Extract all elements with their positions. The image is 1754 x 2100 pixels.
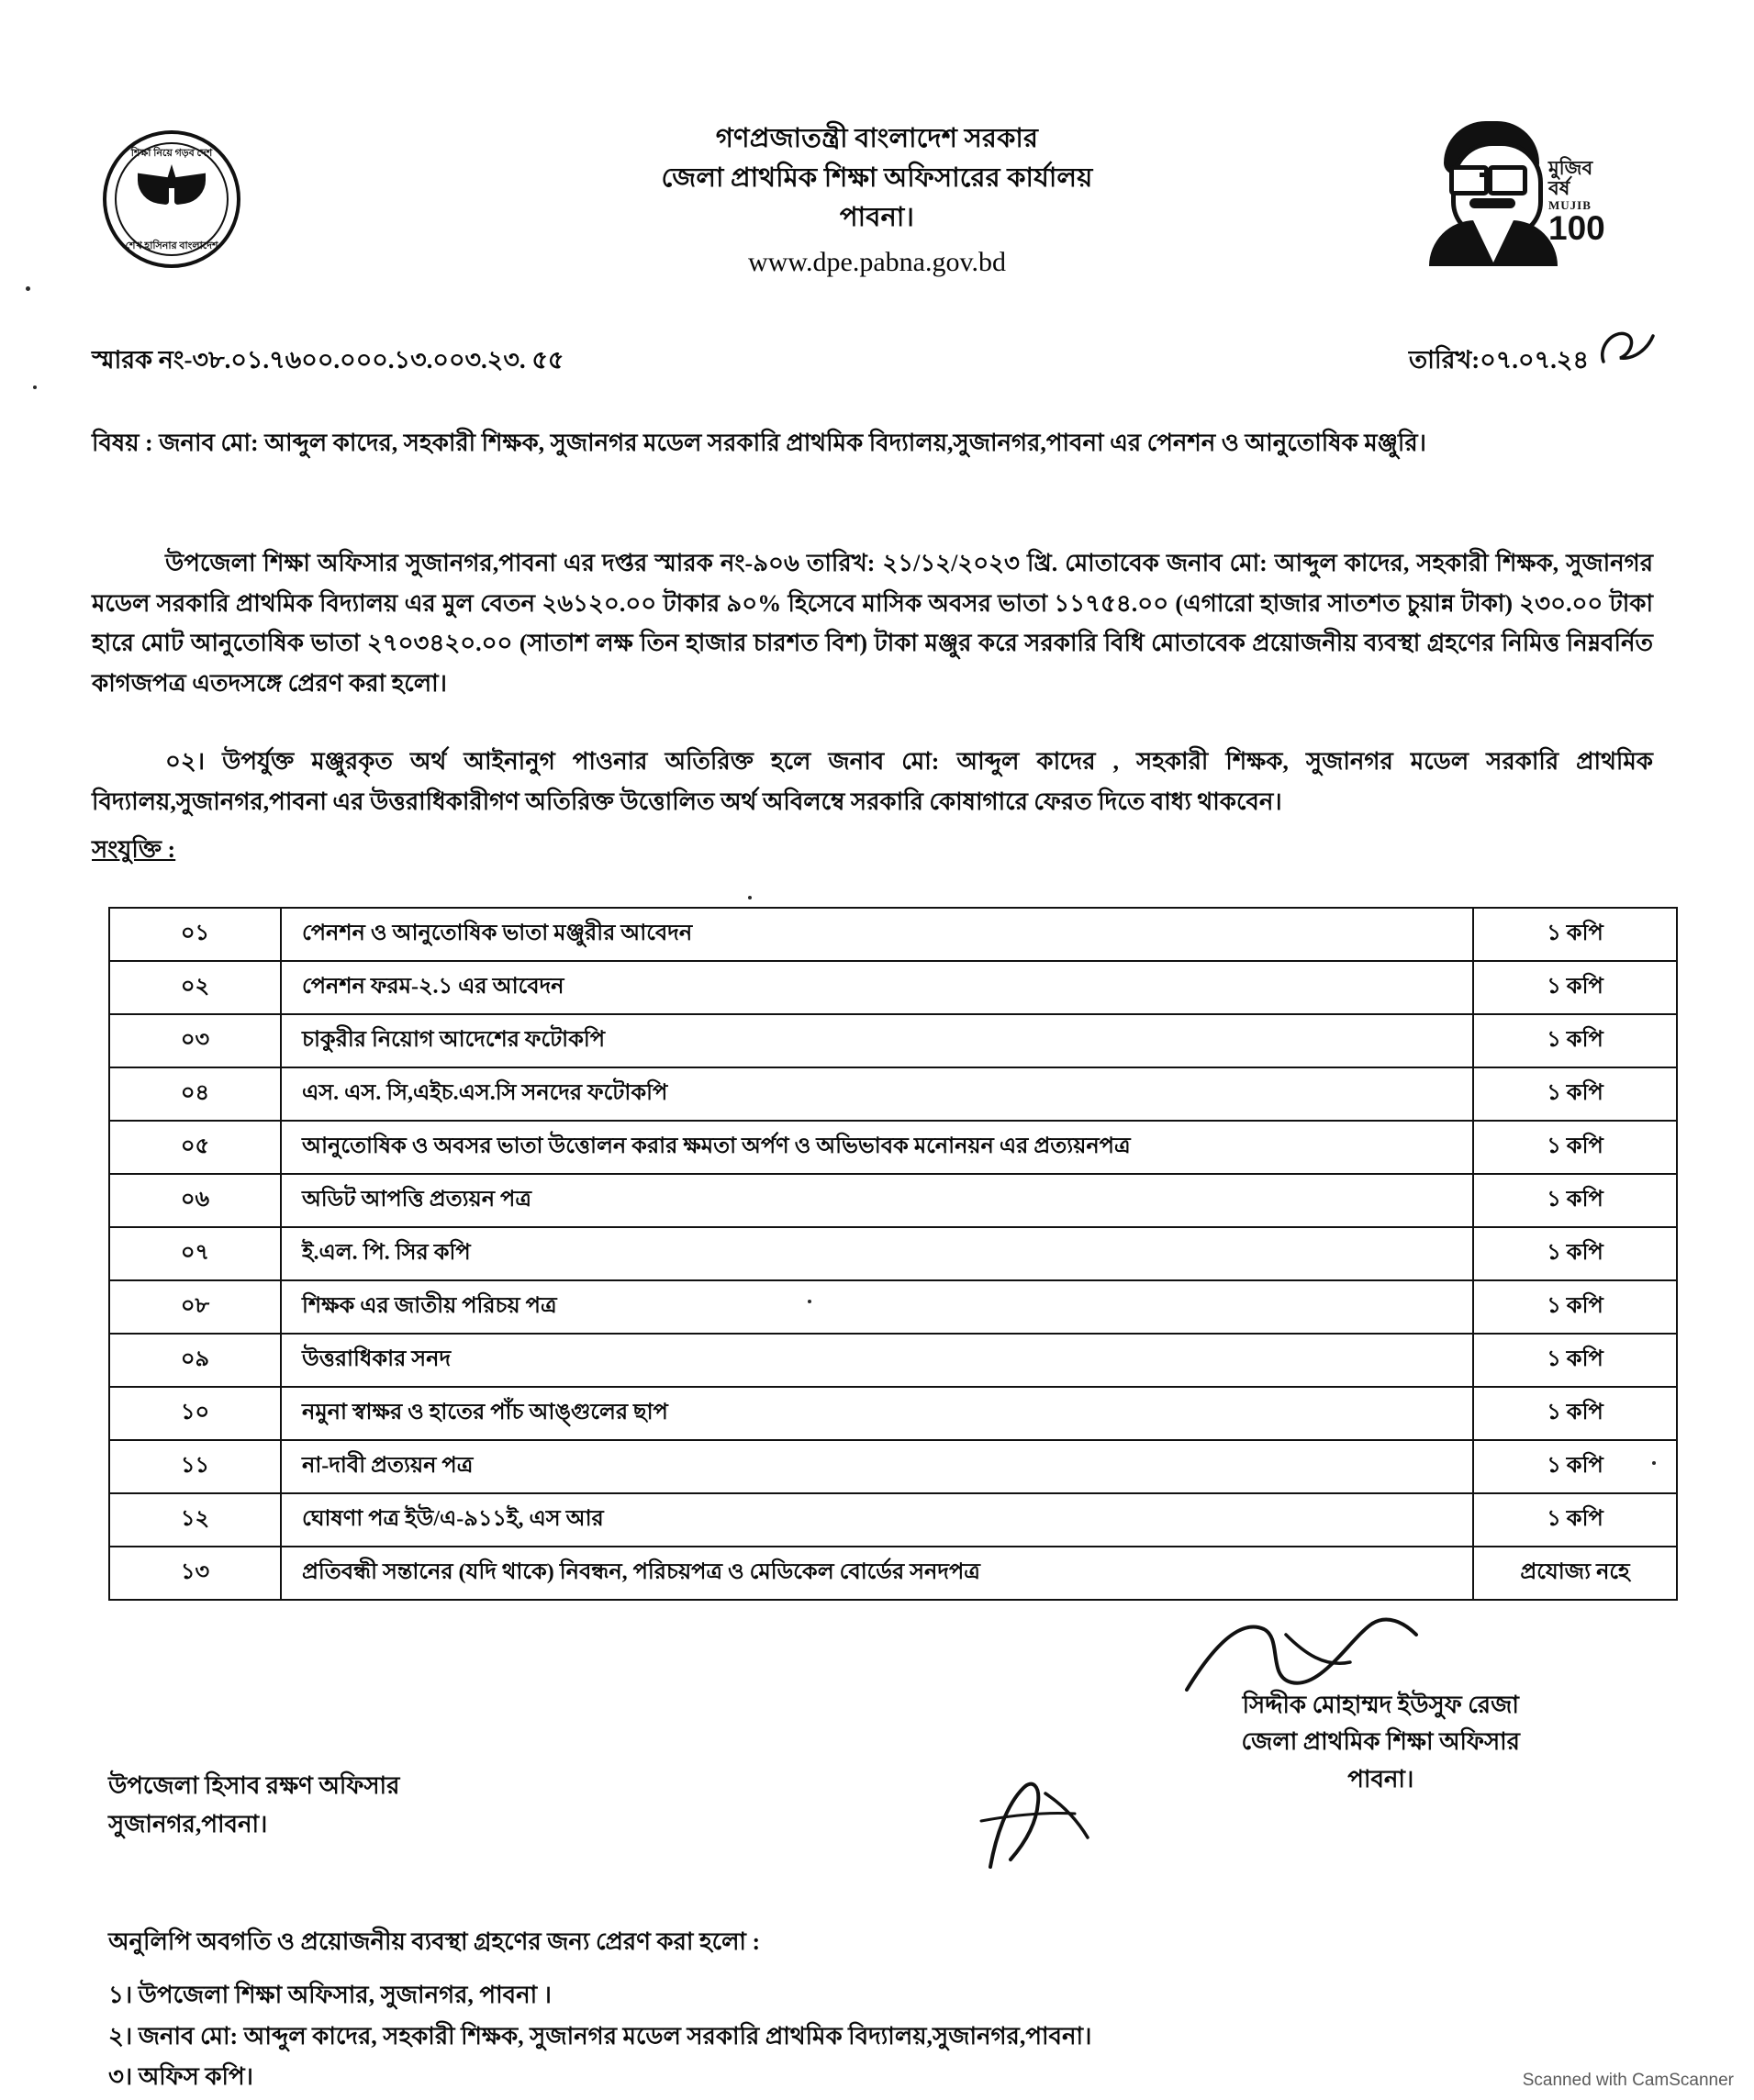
table-row: [109, 1121, 1677, 1174]
copy-section-list: [108, 1975, 1653, 2098]
signatory-location: পাবনা।: [1347, 1765, 1414, 1793]
attachment-serial: ০১: [109, 908, 281, 961]
attachment-name: না-দাবী প্রত্যয়ন পত্র: [281, 1440, 1473, 1493]
scan-speck: [26, 286, 30, 291]
attachment-section-label: সংযুক্তি :: [92, 836, 176, 863]
attachment-name: এস. এস. সি,এইচ.এস.সি সনদের ফটোকপি: [281, 1067, 1473, 1121]
header-office-name: জেলা প্রাথমিক শিক্ষা অফিসারের কার্যালয়: [661, 162, 1093, 193]
mujib-logo-bn-line1: মুজিব: [1548, 157, 1593, 179]
attachment-name: শিক্ষক এর জাতীয় পরিচয় পত্র: [281, 1280, 1473, 1334]
attachment-name: আনুতোষিক ও অবসর ভাতা উত্তোলন করার ক্ষমতা অর্পণ ও অভিভাবক মনোনয়ন এর প্রত্যয়নপত্র: [281, 1121, 1473, 1174]
attachment-serial: ১০: [109, 1387, 281, 1440]
body-paragraph-2: ০২। উপর্যুক্ত মঞ্জুরকৃত অর্থ আইনানুগ পাওনার অতিরিক্ত হলে জনাব মো: আব্দুল কাদের , সহকারী শিক্ষক, সুজানগর মডেল সরকারি প্রাথমিক বিদ্যালয়,সুজানগর,পাবনা এর উত্তরাধিকারীগণ অতিরিক্ত উত্তোলিত অর্থ অবিলম্বে সরকারি কোষাগারে ফেরত দিতে বাধ্য থাকবেন।: [92, 748, 1653, 815]
attachment-quantity: ১ কপি: [1473, 1280, 1677, 1334]
attachment-quantity: ১ কপি: [1473, 1121, 1677, 1174]
scan-speck: [808, 1300, 811, 1303]
attachment-quantity: ১ কপি: [1473, 1334, 1677, 1387]
body-paragraph-1: উপজেলা শিক্ষা অফিসার সুজানগর,পাবনা এর দপ্তর স্মারক নং-৯০৬ তারিখ: ২১/১২/২০২৩ খ্রি. মোতাবেক জনাব মো: আব্দুল কাদের, সহকারী শিক্ষক, সুজানগর মডেল সরকারি প্রাথমিক বিদ্যালয় এর মুল বেতন ২৬১২০.০০ টাকার ৯০% হিসেবে মাসিক অবসর ভাতা ১১৭৫৪.০০ (এগারো হাজার সাতশত চুয়ান্ন টাকা) ২৩০.০০ টাকা হারে মোট আনুতোষিক ভাতা ২৭০৩৪২০.০০ (সাতাশ লক্ষ তিন হাজার চারশত বিশ) টাকা মঞ্জুর করে সরকারি বিধি মোতাবেক প্রয়োজনীয় ব্যবস্থা গ্রহণের নিমিত্ত নিম্নবর্নিত কাগজপত্র এতদসঙ্গে প্রেরণ করা হলো।: [92, 550, 1653, 698]
attachment-name: অডিট আপত্তি প্রত্যয়ন পত্র: [281, 1174, 1473, 1227]
attachment-quantity: ১ কপি: [1473, 1014, 1677, 1067]
emblem-bottom-text: শেখ হাসিনার বাংলাদেশ: [125, 240, 218, 251]
date-handwriting-mark: [1594, 327, 1659, 369]
copy-list-item: ২। জনাব মো: আব্দুল কাদের, সহকারী শিক্ষক, সুজানগর মডেল সরকারি প্রাথমিক বিদ্যালয়,সুজানগর,পাবনা।: [108, 2022, 1092, 2050]
table-row: [109, 1493, 1677, 1547]
signature-block: [1242, 1687, 1520, 1798]
attachment-serial: ১১: [109, 1440, 281, 1493]
attachment-name: প্রতিবন্ধী সন্তানের (যদি থাকে) নিবন্ধন, পরিচয়পত্র ও মেডিকেল বোর্ডের সনদপত্র: [281, 1547, 1473, 1600]
signature-date-mark: [974, 1771, 1112, 1882]
attachment-name: পেনশন ও আনুতোষিক ভাতা মঞ্জুরীর আবেদন: [281, 908, 1473, 961]
mujib-logo-year: 100: [1548, 209, 1605, 248]
table-row: [109, 1174, 1677, 1227]
attachment-quantity: ১ কপি: [1473, 1387, 1677, 1440]
header-government-name: গণপ্রজাতন্ত্রী বাংলাদেশ সরকার: [715, 124, 1039, 153]
attachment-serial: ১২: [109, 1493, 281, 1547]
scan-speck: [33, 385, 37, 389]
copy-section-heading: অনুলিপি অবগতি ও প্রয়োজনীয় ব্যবস্থা গ্রহণের জন্য প্রেরণ করা হলো :: [108, 1928, 761, 1955]
table-row: [109, 908, 1677, 961]
emblem-top-text: শিক্ষা নিয়ে গড়ব দেশ: [130, 148, 213, 159]
table-row: [109, 961, 1677, 1014]
attachment-name: পেনশন ফরম-২.১ এর আবেদন: [281, 961, 1473, 1014]
attachment-quantity: ১ কপি: [1473, 908, 1677, 961]
attachment-serial: ০৮: [109, 1280, 281, 1334]
attachment-serial: ০৫: [109, 1121, 281, 1174]
table-row: [109, 1334, 1677, 1387]
attachment-serial: ০৩: [109, 1014, 281, 1067]
attachment-name: চাকুরীর নিয়োগ আদেশের ফটোকপি: [281, 1014, 1473, 1067]
copy-list-item: ১। উপজেলা শিক্ষা অফিসার, সুজানগর, পাবনা ।: [108, 1982, 552, 2008]
attachment-name: উত্তরাধিকার সনদ: [281, 1334, 1473, 1387]
attachment-quantity: প্রযোজ্য নহে: [1473, 1547, 1677, 1600]
attachment-serial: ১৩: [109, 1547, 281, 1600]
attachment-name: ই.এল. পি. সির কপি: [281, 1227, 1473, 1280]
signatory-name: সিদ্দীক মোহাম্মদ ইউসুফ রেজা: [1242, 1692, 1519, 1718]
attachment-serial: ০৪: [109, 1067, 281, 1121]
subject-line: বিষয় : জনাব মো: আব্দুল কাদের, সহকারী শিক্ষক, সুজানগর মডেল সরকারি প্রাথমিক বিদ্যালয়,সুজানগর,পাবনা এর পেনশন ও আনুতোষিক মঞ্জুরি।: [92, 430, 1426, 456]
attachment-table: [108, 907, 1678, 1601]
table-row: [109, 1547, 1677, 1600]
recipient-designation: উপজেলা হিসাব রক্ষণ অফিসার: [108, 1772, 400, 1799]
memo-number: স্মারক নং-৩৮.০১.৭৬০০.০০০.১৩.০০৩.২৩. ৫৫: [92, 346, 564, 374]
table-row: [109, 1014, 1677, 1067]
memo-date-text: তারিখ:০৭.০৭.২৪: [1408, 346, 1589, 374]
attachment-serial: ০৭: [109, 1227, 281, 1280]
memo-row: [92, 341, 1653, 383]
header-website-url: www.dpe.pabna.gov.bd: [747, 246, 1007, 277]
attachment-serial: ০৯: [109, 1334, 281, 1387]
attachment-quantity: ১ কপি: [1473, 1067, 1677, 1121]
table-row: [109, 1387, 1677, 1440]
attachment-serial: ০২: [109, 961, 281, 1014]
attachment-table-body: [109, 908, 1677, 1600]
memo-date: [1409, 341, 1653, 383]
table-row: [109, 1440, 1677, 1493]
signatory-designation: জেলা প্রাথমিক শিক্ষা অফিসার: [1241, 1728, 1520, 1756]
attachment-quantity: ১ কপি: [1473, 1174, 1677, 1227]
attachment-quantity: ১ কপি: [1473, 1493, 1677, 1547]
table-row: [109, 1227, 1677, 1280]
mujib-logo-bn-line2: বর্ষ: [1548, 177, 1570, 200]
attachment-quantity: ১ কপি: [1473, 1227, 1677, 1280]
document-header: [0, 119, 1754, 278]
attachment-quantity: ১ কপি: [1473, 961, 1677, 1014]
table-row: [109, 1280, 1677, 1334]
header-district: পাবনা।: [839, 202, 915, 232]
scan-speck: [1652, 1461, 1656, 1465]
attachment-name: ঘোষণা পত্র ইউ/এ-৯১১ই, এস আর: [281, 1493, 1473, 1547]
recipient-block: [108, 1767, 399, 1843]
table-row: [109, 1067, 1677, 1121]
scanner-watermark: Scanned with CamScanner: [1522, 2071, 1734, 2090]
scan-speck: [748, 896, 752, 899]
attachment-serial: ০৬: [109, 1174, 281, 1227]
attachment-name: নমুনা স্বাক্ষর ও হাতের পাঁচ আঙ্গুলের ছাপ: [281, 1387, 1473, 1440]
mujib-logo-en-text: MUJIB: [1548, 198, 1592, 213]
attachment-quantity: ১ কপি: [1473, 1440, 1677, 1493]
copy-list-item: ৩। অফিস কপি।: [108, 2063, 253, 2091]
recipient-location: সুজানগর,পাবনা।: [108, 1810, 268, 1838]
